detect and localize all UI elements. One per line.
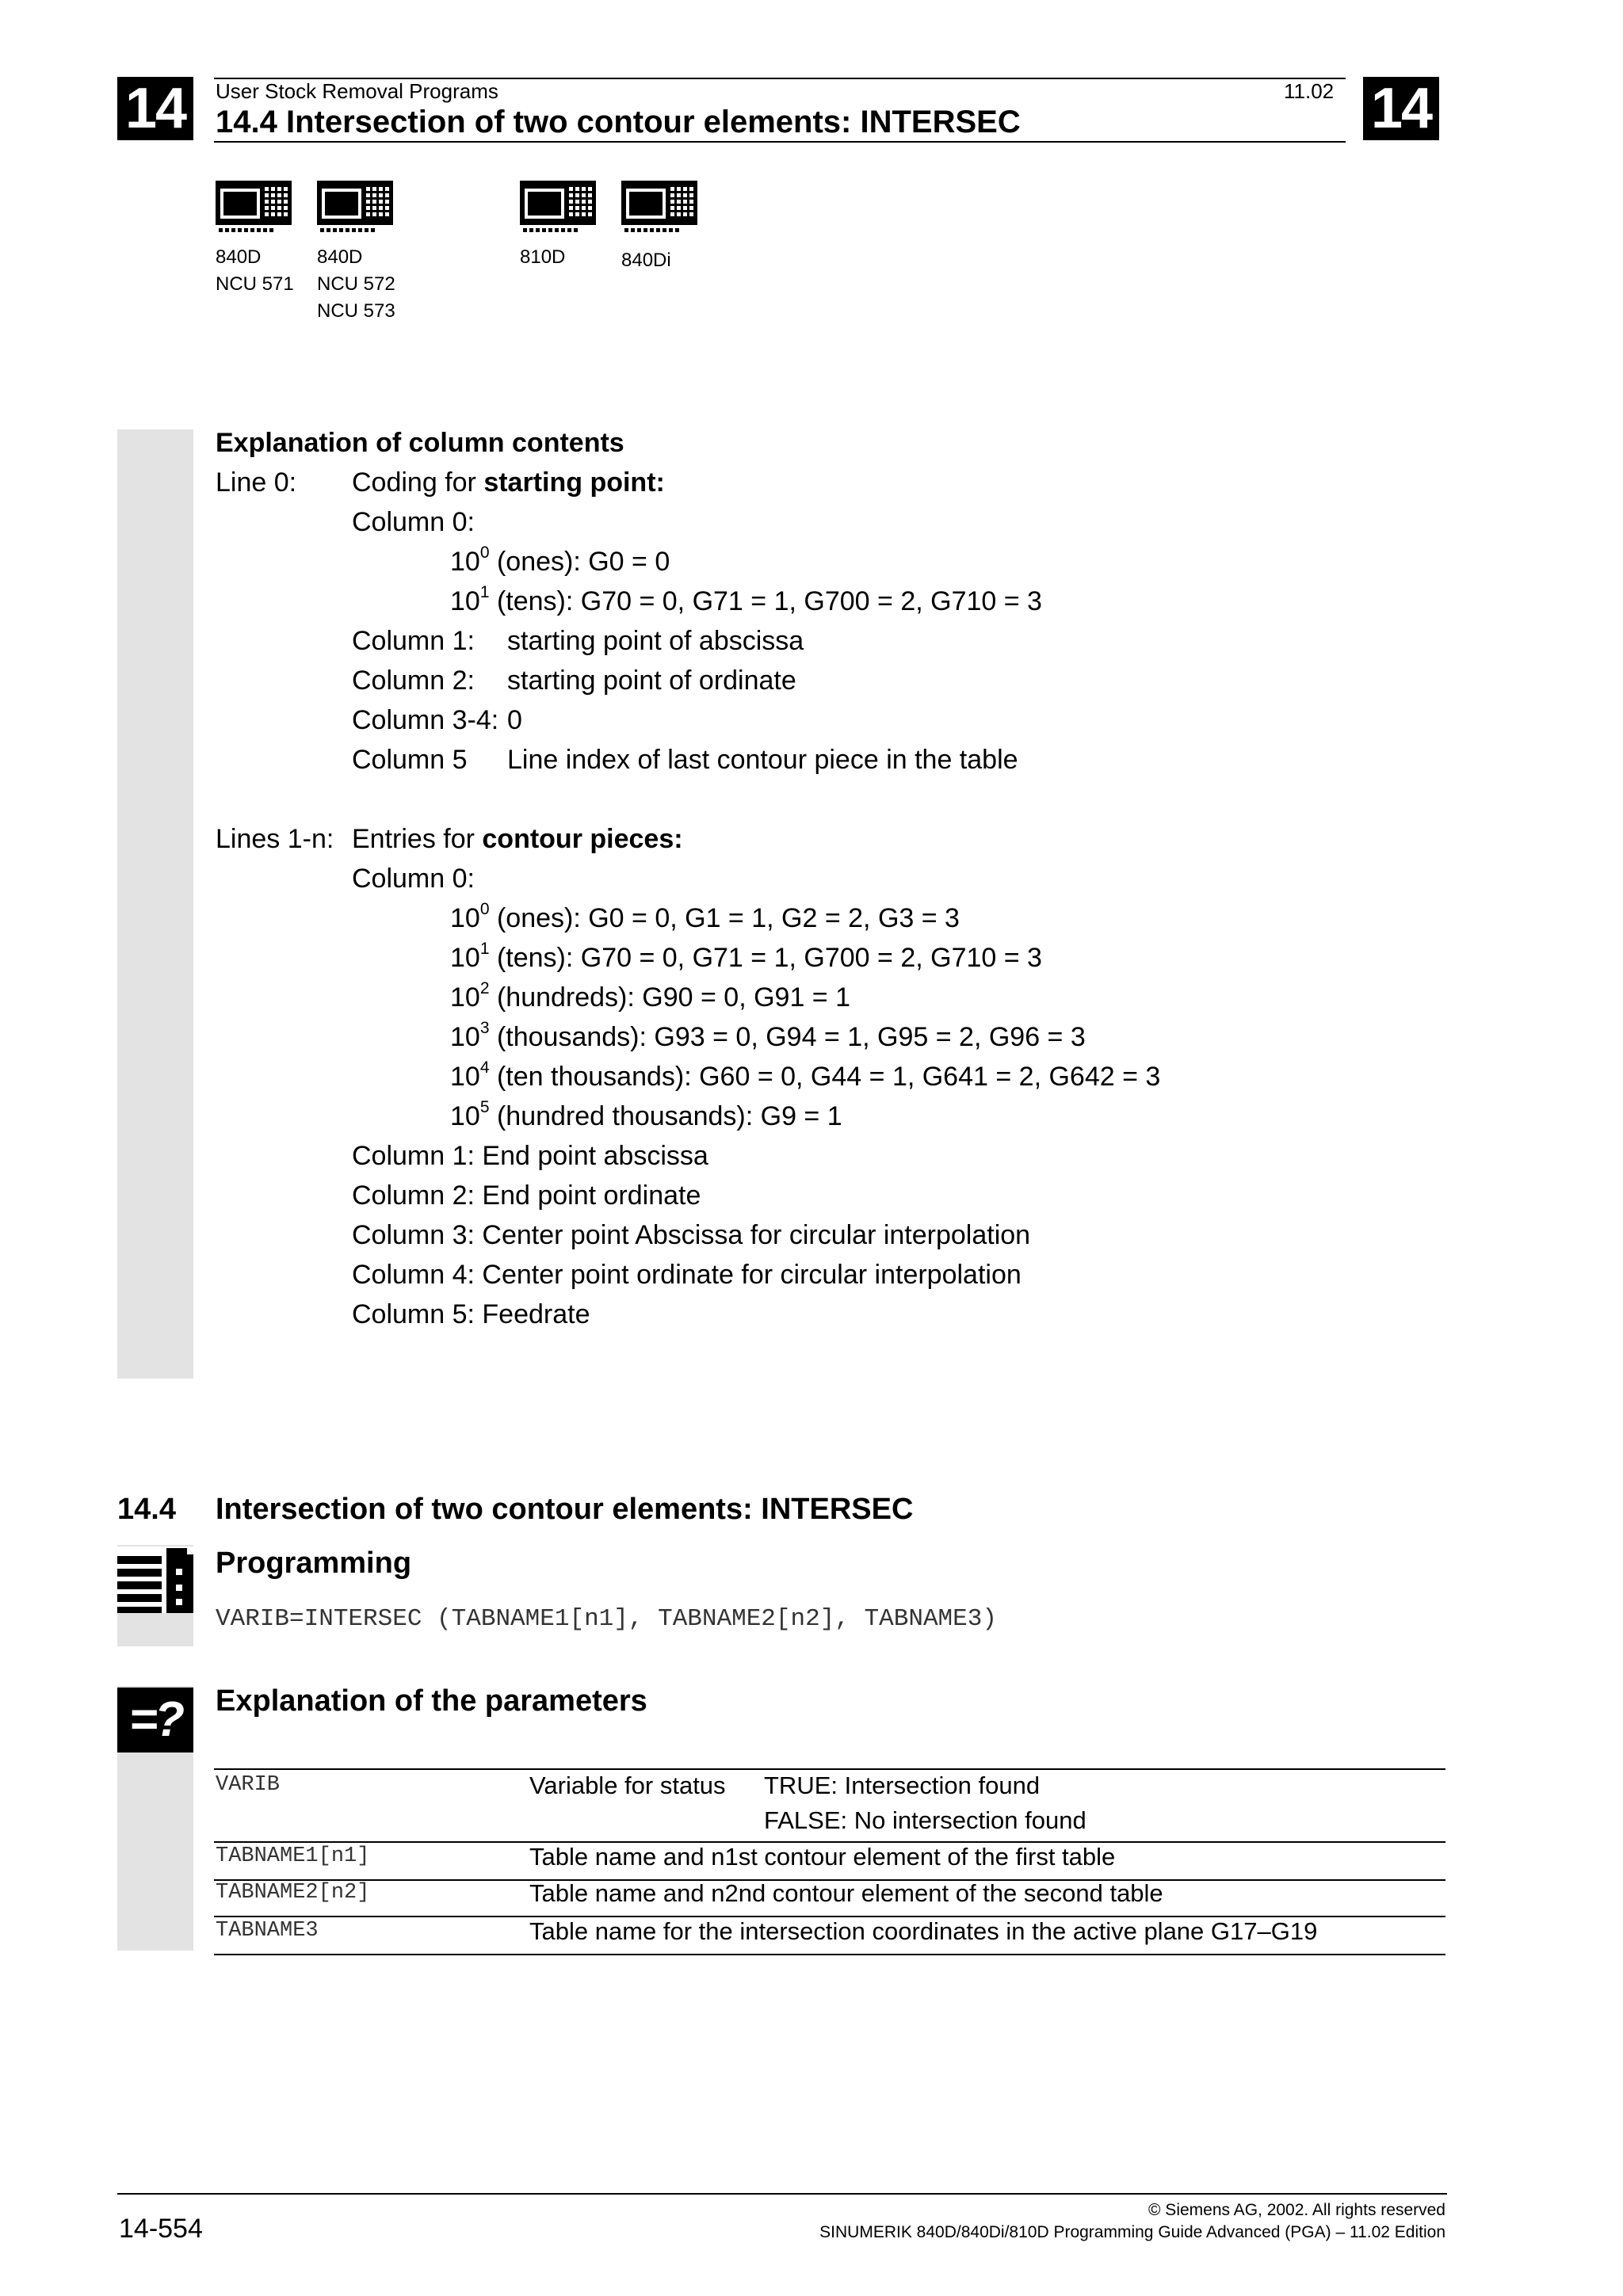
footer-rule [117, 2193, 1447, 2195]
param-desc: Table name for the intersection coordinates in the active plane G17–G19 [529, 1917, 1318, 1945]
line0-code: $10^0$ (ones): G0 = 0 [450, 543, 670, 577]
lines1n-column: Column 4: Center point ordinate for circular interpolation [352, 1260, 1022, 1290]
line0-column-label: Column 5 [352, 745, 468, 775]
lines1n-code: $10^3$ (thousands): G93 = 0, G94 = 1, G95 = 2, G96 = 3 [450, 1018, 1086, 1052]
margin-bar-explanation [117, 429, 193, 1379]
section-number: 14.4 [117, 1493, 176, 1526]
line0-label: Line 0: [216, 467, 297, 498]
param-extra: FALSE: No intersection found [764, 1806, 1086, 1834]
explanation-heading: Explanation of column contents [216, 428, 624, 458]
control-label-3: 810D [520, 246, 566, 268]
section-title: Intersection of two contour elements: INTERSEC [216, 1493, 914, 1526]
page-number: 14-554 [119, 2214, 203, 2244]
chapter-badge-left: 14 [117, 77, 193, 140]
param-desc: Variable for status [529, 1772, 726, 1799]
line0-column-label: Column 3-4: [352, 705, 499, 735]
lines1n-code: $10^1$ (tens): G70 = 0, G71 = 1, G700 = 2, G710 = 3 [450, 939, 1042, 973]
header-section-group: User Stock Removal Programs [216, 79, 498, 103]
lines1n-code: $10^5$ (hundred thousands): G9 = 1 [450, 1097, 842, 1131]
line0-column0: Column 0: [352, 507, 475, 537]
programming-icon [117, 1547, 193, 1613]
lines1n-column0: Column 0: [352, 864, 475, 894]
header-bottom-rule [214, 141, 1346, 143]
control-panel-icon [317, 181, 393, 242]
line0-column-text: starting point of abscissa [507, 626, 804, 656]
control-panel-icon [520, 181, 596, 242]
table-rule [214, 1768, 1445, 1770]
control-label-4: 840Di [621, 250, 671, 271]
param-name: TABNAME1[n1] [216, 1844, 370, 1868]
header-version: 11.02 [1284, 79, 1335, 103]
control-label-1: 840D NCU 571 [216, 246, 294, 295]
lines1n-column: Column 3: Center point Abscissa for circular interpolation [352, 1220, 1031, 1250]
parameters-heading: Explanation of the parameters [216, 1684, 647, 1718]
footer-copyright: © Siemens AG, 2002. All rights reserved [1148, 2201, 1445, 2219]
syntax-code: VARIB=INTERSEC (TABNAME1[n1], TABNAME2[n2], TABNAME3) [216, 1605, 997, 1633]
line0-column-label: Column 2: [352, 666, 475, 696]
line0-column-text: 0 [507, 705, 522, 735]
param-desc: Table name and n1st contour element of the first table [529, 1843, 1116, 1871]
lines1n-intro: Entries for contour pieces: [352, 824, 683, 854]
control-panel-icon [216, 181, 292, 242]
header-top-rule [214, 78, 1346, 79]
line0-column-text: starting point of ordinate [507, 666, 796, 696]
param-name: VARIB [216, 1773, 281, 1797]
lines1n-label: Lines 1-n: [216, 824, 334, 854]
line0-column-text: Line index of last contour piece in the table [507, 745, 1018, 775]
line0-column-label: Column 1: [352, 626, 475, 656]
lines1n-column: Column 2: End point ordinate [352, 1180, 701, 1211]
lines1n-code: $10^0$ (ones): G0 = 0, G1 = 1, G2 = 2, G3 = 3 [450, 899, 960, 933]
table-rule [214, 1954, 1445, 1955]
param-desc: Table name and n2nd contour element of the second table [529, 1879, 1163, 1907]
lines1n-column: Column 5: Feedrate [352, 1299, 590, 1329]
param-extra: TRUE: Intersection found [764, 1772, 1041, 1799]
programming-heading: Programming [216, 1547, 412, 1580]
lines1n-column: Column 1: End point abscissa [352, 1141, 708, 1171]
parameters-icon: =? [117, 1688, 193, 1753]
footer-edition: SINUMERIK 840D/840Di/810D Programming Guide Advanced (PGA) – 11.02 Edition [819, 2223, 1445, 2241]
page-title: 14.4 Intersection of two contour elements: INTERSEC [216, 105, 1021, 139]
lines1n-code: $10^2$ (hundreds): G90 = 0, G91 = 1 [450, 978, 851, 1013]
lines1n-code: $10^4$ (ten thousands): G60 = 0, G44 = 1, G641 = 2, G642 = 3 [450, 1058, 1161, 1092]
control-label-2: 840D NCU 572 NCU 573 [317, 246, 395, 322]
control-panel-icon [621, 181, 697, 242]
chapter-badge-right: 14 [1363, 77, 1439, 140]
param-name: TABNAME3 [216, 1919, 319, 1943]
line0-code: $10^1$ (tens): G70 = 0, G71 = 1, G700 = 2, G710 = 3 [450, 582, 1042, 616]
param-name: TABNAME2[n2] [216, 1881, 370, 1905]
line0-intro: Coding for starting point: [352, 467, 665, 498]
